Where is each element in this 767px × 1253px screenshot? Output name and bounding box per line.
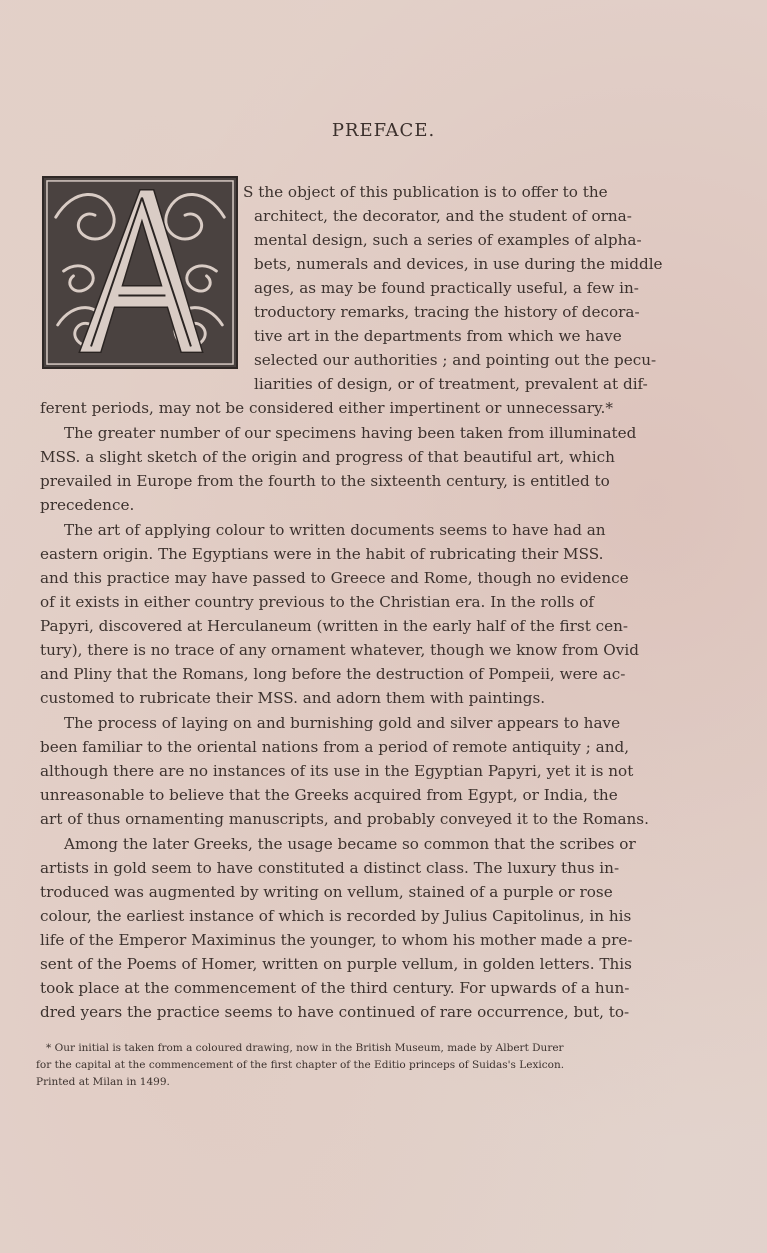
body-line: took place at the commencement of the third century. For upwards of a hun- <box>40 979 630 997</box>
body-line: customed to rubricate their MSS. and adorn them with paintings. <box>40 689 546 707</box>
body-line: ferent periods, may not be considered either impertinent or unnecessary.* <box>40 399 613 417</box>
body-line: although there are no instances of its use in the Egyptian Papyri, yet it is not <box>40 762 634 780</box>
body-line: unreasonable to believe that the Greeks acquired from Egypt, or India, the <box>40 786 618 804</box>
body-line: tive art in the departments from which we have <box>254 327 622 345</box>
body-line: selected our authorities ; and pointing out the pecu- <box>254 351 657 369</box>
body-line: The art of applying colour to written documents seems to have had an <box>64 521 606 539</box>
body-line: artists in gold seem to have constituted a distinct class. The luxury thus in- <box>40 859 620 877</box>
body-line: bets, numerals and devices, in use during the middle <box>254 255 663 273</box>
body-line: and Pliny that the Romans, long before the destruction of Pompeii, were ac- <box>40 665 626 683</box>
body-line: The greater number of our specimens having been taken from illuminated <box>64 424 637 442</box>
body-line: been familiar to the oriental nations from a period of remote antiquity ; and, <box>40 738 630 756</box>
body-line: MSS. a slight sketch of the origin and progress of that beautiful art, which <box>40 448 615 466</box>
body-line: of it exists in either country previous to the Christian era. In the rolls of <box>40 593 595 611</box>
body-line: dred years the practice seems to have continued of rare occurrence, but, to- <box>40 1003 630 1021</box>
decorated-initial-letter <box>42 176 238 369</box>
body-line: S the object of this publication is to offer to the <box>243 183 608 201</box>
body-line: The process of laying on and burnishing gold and silver appears to have <box>64 714 621 732</box>
footnote-line: for the capital at the commencement of the first chapter of the Editio princeps of Suidas's Lexicon. <box>36 1059 565 1071</box>
body-line: eastern origin. The Egyptians were in the habit of rubricating their MSS. <box>40 545 604 563</box>
body-line: colour, the earliest instance of which is recorded by Julius Capitolinus, in his <box>40 907 632 925</box>
footnote-line: Printed at Milan in 1499. <box>36 1076 170 1088</box>
body-line: sent of the Poems of Homer, written on purple vellum, in golden letters. This <box>40 955 632 973</box>
body-line: Among the later Greeks, the usage became so common that the scribes or <box>64 835 636 853</box>
body-line: precedence. <box>40 496 135 514</box>
body-line: tury), there is no trace of any ornament whatever, though we know from Ovid <box>40 641 639 659</box>
body-line: mental design, such a series of examples of alpha- <box>254 231 642 249</box>
body-line: ages, as may be found practically useful, a few in- <box>254 279 639 297</box>
body-line: art of thus ornamenting manuscripts, and probably conveyed it to the Romans. <box>40 810 649 828</box>
footnote-line: * Our initial is taken from a coloured drawing, now in the British Museum, made by Albert Durer <box>46 1042 564 1054</box>
body-line: Papyri, discovered at Herculaneum (written in the early half of the first cen- <box>40 617 629 635</box>
body-line: liarities of design, or of treatment, prevalent at dif- <box>254 375 648 393</box>
body-line: troductory remarks, tracing the history of decora- <box>254 303 640 321</box>
body-line: life of the Emperor Maximinus the younger, to whom his mother made a pre- <box>40 931 633 949</box>
ornamental-initial-a-icon <box>44 178 236 367</box>
page-title: PREFACE. <box>331 120 436 141</box>
body-line: prevailed in Europe from the fourth to the sixteenth century, is entitled to <box>40 472 610 490</box>
body-line: architect, the decorator, and the student of orna- <box>254 207 632 225</box>
body-line: troduced was augmented by writing on vellum, stained of a purple or rose <box>40 883 613 901</box>
body-line: and this practice may have passed to Greece and Rome, though no evidence <box>40 569 629 587</box>
